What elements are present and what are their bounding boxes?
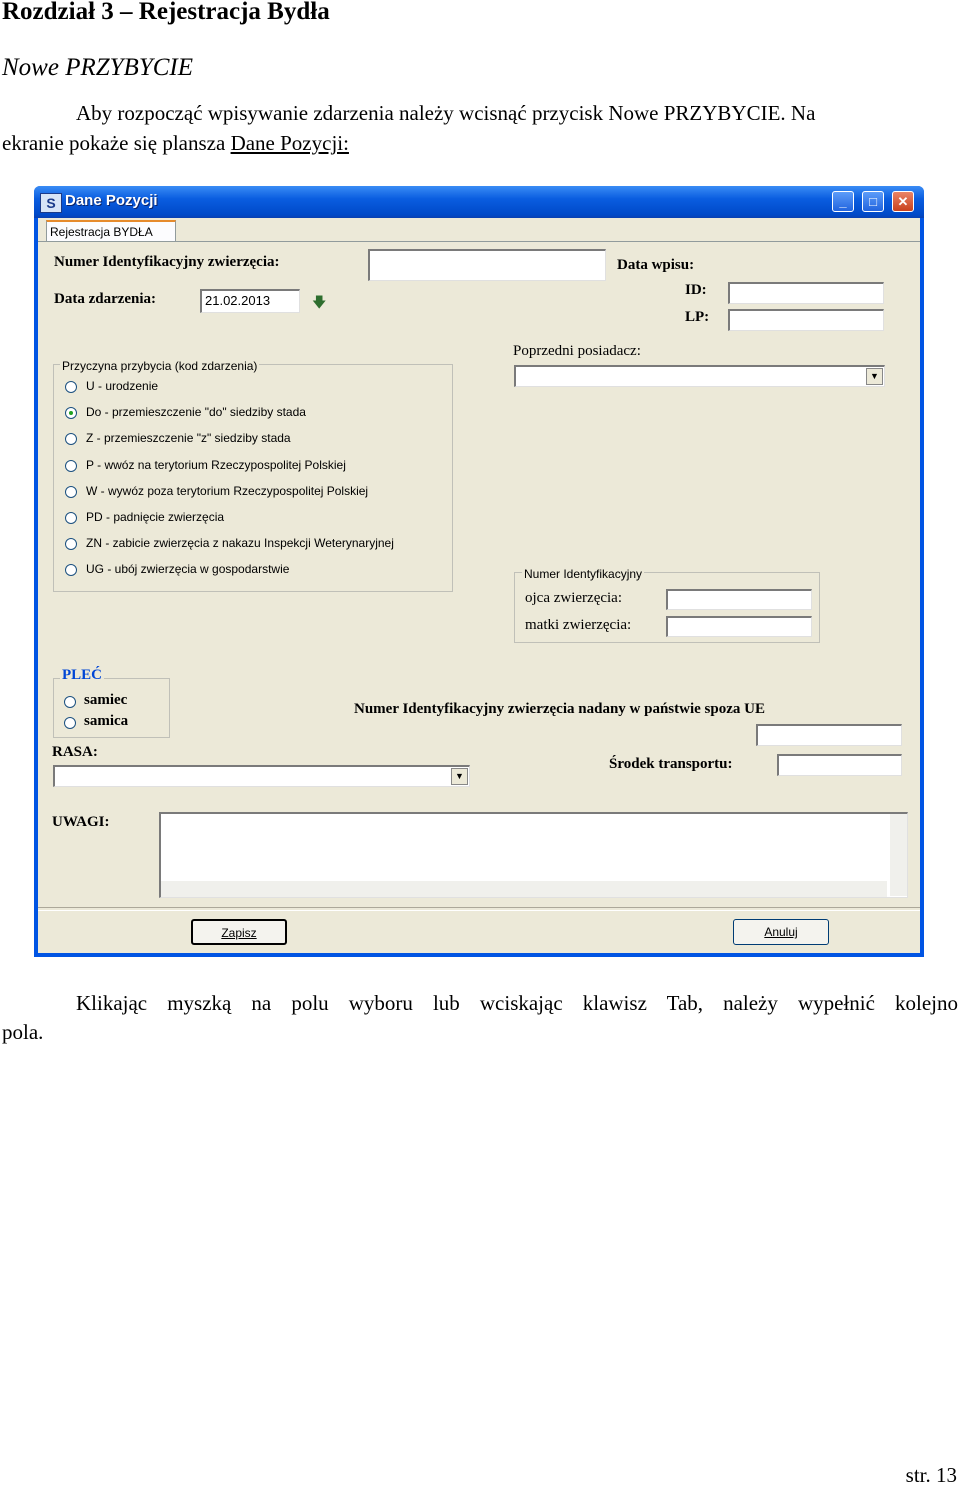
reason-option-label: ZN - zabicie zwierzęcia z nakazu Inspekcji Weterynaryjnej	[86, 536, 394, 551]
app-icon: S	[40, 193, 62, 213]
window-client	[38, 218, 920, 953]
title-bar[interactable]	[34, 186, 924, 218]
father-input[interactable]	[666, 589, 812, 610]
reason-option-label: Z - przemieszczenie "z" siedziby stada	[86, 431, 291, 446]
cancel-button-label: Anuluj	[764, 925, 798, 939]
data-zdarzenia-input[interactable]: 21.02.2013	[200, 289, 300, 313]
reason-radio[interactable]	[65, 460, 77, 472]
male-label: samiec	[84, 692, 128, 708]
close-button[interactable]: ✕	[892, 191, 914, 212]
dane-pozycji-reference: Dane Pozycji:	[230, 131, 349, 155]
transport-label: Środek transportu:	[609, 756, 733, 772]
parents-legend: Numer Identyfikacyjny	[524, 567, 643, 581]
reason-radio[interactable]	[65, 486, 77, 498]
reason-group	[53, 364, 453, 592]
lp-input[interactable]	[728, 309, 884, 331]
chevron-down-icon[interactable]: ▼	[866, 368, 883, 385]
mother-label: matki zwierzęcia:	[525, 617, 632, 633]
minimize-button[interactable]: _	[832, 191, 854, 212]
reason-option-label: W - wywóz poza terytorium Rzeczypospolitej Polskiej	[86, 483, 369, 498]
vertical-scrollbar[interactable]	[890, 814, 907, 896]
paragraph-2-line-2: pola.	[2, 1020, 44, 1044]
chapter-heading: Rozdział 3 – Rejestracja Bydła	[2, 0, 330, 25]
data-wpisu-label: Data wpisu:	[617, 257, 695, 273]
transport-input[interactable]	[777, 754, 902, 776]
id-input[interactable]	[728, 282, 884, 304]
tab-label: Rejestracja BYDŁA	[50, 225, 153, 239]
paragraph-1-text: ekranie pokaże się plansza	[2, 131, 231, 155]
reason-option-label: P - wwóz na terytorium Rzeczypospolitej Polskiej	[86, 457, 346, 472]
lp-label: LP:	[685, 309, 710, 325]
dane-pozycji-window	[34, 186, 924, 957]
button-separator	[38, 907, 920, 911]
data-zdarzenia-label: Data zdarzenia:	[54, 291, 157, 307]
poprzedni-dropdown[interactable]	[514, 365, 885, 387]
reason-option-label: PD - padnięcie zwierzęcia	[86, 510, 225, 524]
numer-input[interactable]	[368, 249, 606, 281]
paragraph-1-line-1: Aby rozpocząć wpisywanie zdarzenia należy wcisnąć przycisk Nowe PRZYBYCIE. Na	[76, 101, 816, 125]
male-radio[interactable]	[64, 696, 76, 708]
non-eu-label: Numer Identyfikacyjny zwierzęcia nadany w państwie spoza UE	[354, 701, 765, 717]
poprzedni-label: Poprzedni posiadacz:	[513, 343, 641, 359]
reason-legend: Przyczyna przybycia (kod zdarzenia)	[62, 359, 258, 373]
maximize-button[interactable]: □	[862, 191, 884, 212]
reason-option-label: U - urodzenie	[86, 379, 159, 393]
father-label: ojca zwierzęcia:	[525, 590, 623, 606]
uwagi-textarea[interactable]	[159, 812, 908, 898]
sex-legend: PLEĆ	[62, 667, 103, 683]
paragraph-2-line-1: Klikając myszką na polu wyboru lub wciskając klawisz Tab, należy wypełnić kolejno	[76, 991, 958, 1015]
save-button-label: Zapisz	[221, 926, 257, 940]
horizontal-scrollbar[interactable]	[161, 881, 887, 897]
chevron-down-icon[interactable]: ▼	[451, 768, 468, 785]
reason-option-label: Do - przemieszczenie "do" siedziby stada	[86, 405, 306, 420]
female-radio[interactable]	[64, 717, 76, 729]
reason-radio[interactable]	[65, 512, 77, 524]
rasa-label: RASA:	[52, 744, 98, 760]
mother-input[interactable]	[666, 616, 812, 637]
save-button[interactable]	[191, 919, 287, 945]
reason-radio[interactable]	[65, 381, 77, 393]
reason-option-label: UG - ubój zwierzęcia w gospodarstwie	[86, 562, 290, 577]
tab-divider	[38, 241, 920, 242]
paragraph-1-line-2	[2, 128, 349, 158]
numer-label: Numer Identyfikacyjny zwierzęcia:	[54, 254, 280, 270]
rasa-dropdown[interactable]	[53, 765, 470, 787]
female-label: samica	[84, 713, 129, 729]
page-number: str. 13	[905, 1463, 957, 1487]
window-title: Dane Pozycji	[65, 192, 158, 209]
section-heading: Nowe PRZYBYCIE	[2, 54, 193, 81]
tab-rejestracja-bydla[interactable]	[46, 220, 176, 242]
cancel-button[interactable]	[733, 919, 829, 945]
uwagi-label: UWAGI:	[52, 814, 110, 830]
id-label: ID:	[685, 282, 707, 298]
non-eu-input[interactable]	[756, 724, 902, 746]
arrow-down-icon[interactable]: 🡇	[312, 296, 327, 311]
